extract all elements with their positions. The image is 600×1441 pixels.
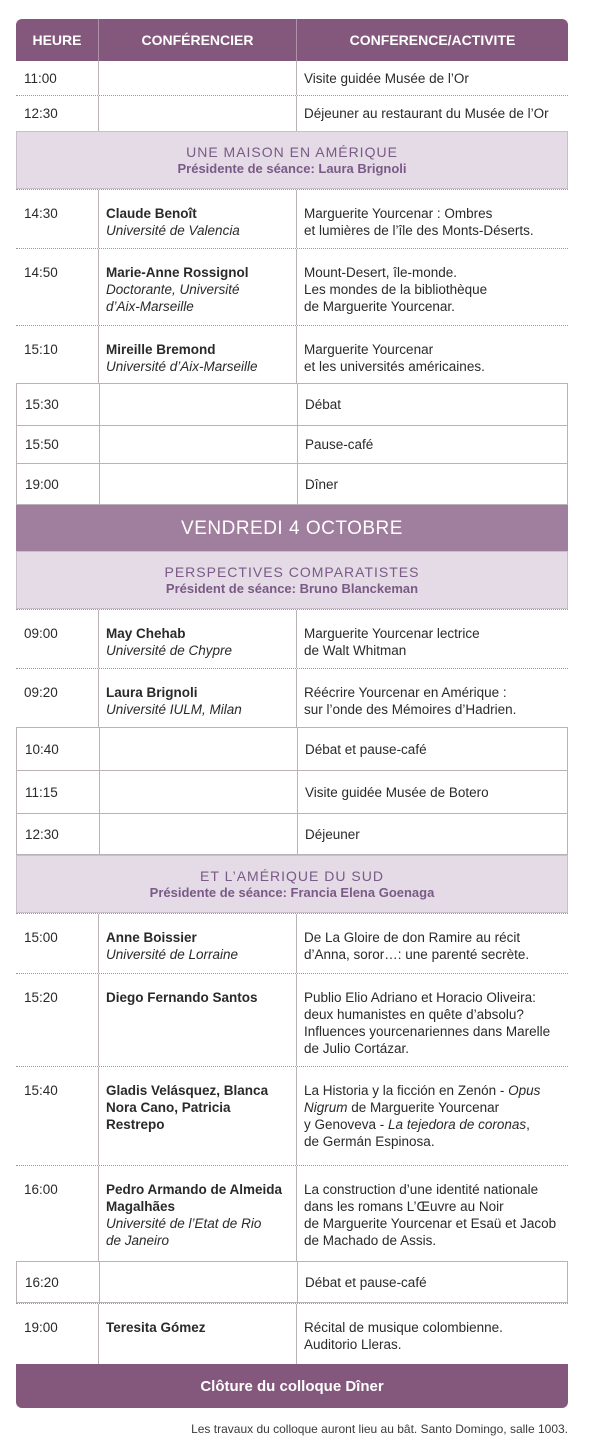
row-activity xyxy=(297,1166,568,1261)
activity-line: Réécrire Yourcenar en Amérique : xyxy=(304,685,507,700)
row-time: 19:00 xyxy=(17,464,100,504)
session-title: UNE MAISON EN AMÉRIQUE xyxy=(186,144,398,160)
program-table xyxy=(16,19,568,1408)
row-activity xyxy=(298,464,567,504)
row-time: 10:40 xyxy=(17,728,100,770)
row-activity xyxy=(297,1067,568,1165)
activity-line: Déjeuner au restaurant du Musée de l’Or xyxy=(304,106,549,121)
activity-line: sur l’onde des Mémoires d’Hadrien. xyxy=(304,702,517,717)
row-speaker xyxy=(100,464,298,504)
header-time: HEURE xyxy=(16,19,99,61)
speaker-affiliation: Université IULM, Milan xyxy=(106,702,242,717)
row-speaker xyxy=(99,190,297,248)
activity-line: Publio Elio Adriano et Horacio Oliveira: xyxy=(304,990,536,1005)
schedule-row xyxy=(16,1165,568,1261)
session-title: PERSPECTIVES COMPARATISTES xyxy=(164,564,420,580)
session-3-band xyxy=(16,855,568,913)
row-activity xyxy=(297,610,568,668)
block-3 xyxy=(16,727,568,855)
row-time: 15:30 xyxy=(17,384,100,425)
row-speaker xyxy=(100,384,298,425)
speaker-affiliation: Université de l’Etat de Rio xyxy=(106,1216,262,1231)
schedule-row xyxy=(16,668,568,727)
row-time: 09:00 xyxy=(16,610,99,668)
activity-line: dans les romans L’Œuvre au Noir xyxy=(304,1199,504,1214)
row-time: 09:20 xyxy=(16,669,99,727)
activity-line: et les universités américaines. xyxy=(304,359,485,374)
row-activity xyxy=(297,326,568,383)
activity-line: Marguerite Yourcenar xyxy=(304,342,434,357)
speaker-name: Pedro Armando de Almeida Magalhães xyxy=(106,1182,283,1214)
schedule-row xyxy=(16,325,568,383)
schedule-row xyxy=(16,248,568,325)
activity-line: Débat et pause-café xyxy=(305,1274,427,1290)
speaker-name: Gladis Velásquez, Blanca Nora Cano, Patricia Restrepo xyxy=(106,1083,269,1132)
row-time: 16:00 xyxy=(16,1166,99,1261)
row-activity xyxy=(297,96,568,131)
schedule-row xyxy=(16,913,568,973)
row-activity xyxy=(298,771,567,813)
row-speaker xyxy=(99,249,297,325)
row-time: 11:00 xyxy=(16,61,99,95)
row-time: 15:10 xyxy=(16,326,99,383)
activity-line: Marguerite Yourcenar : Ombres xyxy=(304,206,493,221)
speaker-name: Diego Fernando Santos xyxy=(106,990,258,1005)
speaker-affiliation: Doctorante, Université xyxy=(106,282,240,297)
activity-line: Visite guidée Musée de l’Or xyxy=(304,70,469,86)
row-speaker xyxy=(99,1304,297,1364)
row-speaker xyxy=(100,814,298,854)
row-activity xyxy=(298,426,567,463)
row-time: 12:30 xyxy=(16,96,99,131)
row-speaker xyxy=(99,669,297,727)
row-speaker xyxy=(100,771,298,813)
schedule-row xyxy=(16,95,568,131)
speaker-affiliation: Université de Lorraine xyxy=(106,947,239,962)
row-speaker xyxy=(99,96,297,131)
row-speaker xyxy=(100,728,298,770)
schedule-row xyxy=(16,425,568,463)
activity-line: Pause-café xyxy=(305,437,374,452)
row-speaker xyxy=(100,1262,298,1302)
activity-line: et lumières de l’île des Monts-Déserts. xyxy=(304,223,534,238)
block-4 xyxy=(16,1261,568,1303)
speaker-name: Claude Benoît xyxy=(106,206,197,221)
row-time: 11:15 xyxy=(17,771,100,813)
activity-line: de Walt Whitman xyxy=(304,643,407,658)
activity-line: La Historia y la ficción en Zenón - Opus xyxy=(304,1083,541,1098)
activity-line: Visite guidée Musée de Botero xyxy=(305,784,489,800)
speaker-name: Teresita Gómez xyxy=(106,1320,206,1335)
schedule-row xyxy=(16,609,568,668)
session-1-band xyxy=(16,131,568,189)
session-title: ET L’AMÉRIQUE DU SUD xyxy=(200,868,384,884)
talks-4 xyxy=(16,1303,568,1364)
row-speaker xyxy=(99,1067,297,1165)
row-activity xyxy=(298,1262,567,1302)
row-activity xyxy=(297,914,568,973)
row-time: 15:20 xyxy=(16,974,99,1066)
schedule-row xyxy=(16,1066,568,1165)
activity-line: Marguerite Yourcenar lectrice xyxy=(304,626,480,641)
speaker-affiliation: Université d’Aix-Marseille xyxy=(106,359,258,374)
row-activity xyxy=(297,669,568,727)
activity-line: Récital de musique colombienne. xyxy=(304,1320,503,1335)
row-activity xyxy=(298,384,567,425)
row-speaker xyxy=(99,1166,297,1261)
schedule-row xyxy=(16,727,568,770)
activity-line: Les mondes de la bibliothèque xyxy=(304,282,488,297)
header-speaker: CONFÉRENCIER xyxy=(99,19,297,61)
row-time: 15:50 xyxy=(17,426,100,463)
talks-3 xyxy=(16,913,568,1261)
row-activity xyxy=(298,728,567,770)
row-time: 14:50 xyxy=(16,249,99,325)
activity-line: de Marguerite Yourcenar. xyxy=(304,299,455,314)
session-chair: Président de séance: Bruno Blanckeman xyxy=(165,581,419,596)
speaker-name: May Chehab xyxy=(106,626,186,641)
session-chair: Présidente de séance: Laura Brignoli xyxy=(177,161,407,176)
row-time: 19:00 xyxy=(16,1304,99,1364)
talks-1 xyxy=(16,189,568,383)
activity-line: de Machado de Assis. xyxy=(304,1233,437,1248)
activity-line: Déjeuner xyxy=(305,826,360,842)
schedule-row xyxy=(16,383,568,425)
activity-line: Auditorio Lleras. xyxy=(304,1337,402,1352)
speaker-affiliation: Université de Valencia xyxy=(106,223,240,238)
activity-line: Débat xyxy=(305,397,342,412)
talks-2 xyxy=(16,609,568,727)
activity-line: de Julio Cortázar. xyxy=(304,1041,410,1056)
row-time: 12:30 xyxy=(17,814,100,854)
block-2 xyxy=(16,383,568,505)
row-speaker xyxy=(99,610,297,668)
row-speaker xyxy=(99,326,297,383)
schedule-row xyxy=(16,61,568,95)
activity-line: Dîner xyxy=(305,476,339,492)
schedule-row xyxy=(16,463,568,505)
speaker-name: Marie-Anne Rossignol xyxy=(106,265,249,280)
activity-line: deux humanistes en quête d’absolu? xyxy=(304,1007,524,1022)
speaker-affiliation: Université de Chypre xyxy=(106,643,233,658)
activity-line: La construction d’une identité nationale xyxy=(304,1182,539,1197)
row-time: 15:00 xyxy=(16,914,99,973)
schedule-row xyxy=(16,973,568,1066)
activity-line: de Marguerite Yourcenar et Esaü et Jacob xyxy=(304,1216,557,1231)
schedule-row xyxy=(16,770,568,813)
closing-band: Clôture du colloque Dîner xyxy=(16,1364,568,1408)
row-speaker xyxy=(99,914,297,973)
row-time: 16:20 xyxy=(17,1262,100,1302)
speaker-name: Anne Boissier xyxy=(106,930,197,945)
row-activity xyxy=(297,190,568,248)
row-activity xyxy=(297,974,568,1066)
schedule-row xyxy=(16,813,568,855)
activity-line: de Germán Espinosa. xyxy=(304,1134,435,1149)
row-time: 15:40 xyxy=(16,1067,99,1165)
speaker-affiliation: d’Aix-Marseille xyxy=(106,299,194,314)
table-header xyxy=(16,19,568,61)
session-2-band xyxy=(16,551,568,609)
row-activity xyxy=(298,814,567,854)
schedule-row xyxy=(16,189,568,248)
activity-line: Nigrum de Marguerite Yourcenar xyxy=(304,1100,500,1115)
footnote: Les travaux du colloque auront lieu au bât. Santo Domingo, salle 1003. xyxy=(191,1422,568,1436)
speaker-affiliation: de Janeiro xyxy=(106,1233,170,1248)
activity-line: d’Anna, soror…: une parenté secrète. xyxy=(304,947,530,962)
row-activity xyxy=(297,1304,568,1364)
session-chair: Présidente de séance: Francia Elena Goenaga xyxy=(149,885,435,900)
activity-line: Influences yourcenariennes dans Marelle xyxy=(304,1024,551,1039)
row-speaker xyxy=(100,426,298,463)
row-speaker xyxy=(99,61,297,95)
row-speaker xyxy=(99,974,297,1066)
header-activity: CONFERENCE/ACTIVITE xyxy=(349,31,516,48)
activity-line: y Genoveva - La tejedora de coronas, xyxy=(304,1117,530,1132)
activity-line: De La Gloire de don Ramire au récit xyxy=(304,930,521,945)
speaker-name: Mireille Bremond xyxy=(106,342,216,357)
schedule-row xyxy=(16,1303,568,1364)
row-time: 14:30 xyxy=(16,190,99,248)
day-band: VENDREDI 4 OCTOBRE xyxy=(16,505,568,551)
activity-line: Débat et pause-café xyxy=(305,741,427,757)
speaker-name: Laura Brignoli xyxy=(106,685,198,700)
row-activity xyxy=(297,61,568,95)
activity-line: Mount-Desert, île-monde. xyxy=(304,265,458,280)
schedule-row xyxy=(16,1261,568,1303)
row-activity xyxy=(297,249,568,325)
block-1 xyxy=(16,61,568,131)
